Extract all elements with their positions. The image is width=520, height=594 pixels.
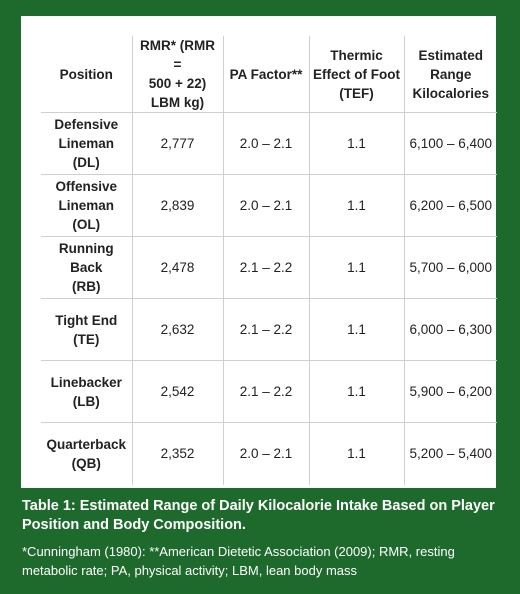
position-line: Linebacker: [50, 374, 122, 390]
header-line: (TEF): [339, 85, 374, 101]
range-cell: 5,900 – 6,200: [404, 361, 497, 423]
position-line: (RB): [72, 279, 101, 294]
pa-factor-cell: 2.0 – 2.1: [223, 113, 309, 175]
caption-footnote: *Cunningham (1980): **American Dietetic Association (2009); RMR, resting metabolic rate; PA, physical activity; LBM, lean body mass: [22, 544, 455, 578]
tef-cell: 1.1: [309, 423, 404, 485]
table-row: [41, 113, 497, 175]
header-line: RMR* (RMR =: [140, 38, 215, 72]
pa-factor-cell: 2.1 – 2.2: [223, 237, 309, 299]
position-line: Running: [58, 241, 114, 256]
position-line: (TE): [73, 331, 100, 347]
tef-cell: 1.1: [309, 113, 404, 175]
table-row: [41, 299, 497, 361]
header-pa-factor: [223, 36, 309, 113]
pa-factor-cell: 2.0 – 2.1: [223, 175, 309, 237]
table-panel: [21, 16, 496, 488]
pa-factor-cell: 2.1 – 2.2: [223, 299, 309, 361]
position-line: (DL): [72, 155, 100, 170]
header-line: Kilocalories: [412, 85, 490, 101]
position-cell: [41, 361, 132, 423]
header-line: Range: [430, 66, 472, 82]
tef-cell: 1.1: [309, 361, 404, 423]
position-cell: [41, 175, 132, 237]
range-cell: 5,700 – 6,000: [404, 237, 497, 299]
position-cell: [41, 237, 132, 299]
range-cell: 6,000 – 6,300: [404, 299, 497, 361]
header-line: Effect of Foot: [313, 66, 400, 82]
position-line: (OL): [72, 217, 101, 232]
table-row: [41, 175, 497, 237]
position-cell: [41, 299, 132, 361]
header-line: Position: [59, 66, 113, 82]
header-rmr: [132, 36, 223, 113]
position-line: Defensive: [54, 117, 119, 132]
rmr-cell: 2,777: [132, 113, 223, 175]
pa-factor-cell: 2.1 – 2.2: [223, 361, 309, 423]
table-caption: [22, 497, 502, 580]
tef-cell: 1.1: [309, 237, 404, 299]
header-line: 500 + 22): [148, 76, 207, 91]
header-line: LBM kg): [150, 95, 205, 110]
pa-factor-cell: 2.0 – 2.1: [223, 423, 309, 485]
header-line: PA Factor**: [229, 66, 303, 82]
tef-cell: 1.1: [309, 175, 404, 237]
table-header-row: [41, 36, 497, 113]
rmr-cell: 2,839: [132, 175, 223, 237]
rmr-cell: 2,632: [132, 299, 223, 361]
range-cell: 5,200 – 5,400: [404, 423, 497, 485]
position-line: Lineman: [58, 136, 114, 151]
position-cell: [41, 113, 132, 175]
rmr-cell: 2,478: [132, 237, 223, 299]
header-range: [404, 36, 497, 113]
position-line: (QB): [71, 455, 101, 471]
kilocalorie-table: [41, 36, 497, 485]
rmr-cell: 2,352: [132, 423, 223, 485]
header-tef: [309, 36, 404, 113]
position-line: Offensive: [55, 179, 118, 194]
tef-cell: 1.1: [309, 299, 404, 361]
position-cell: [41, 423, 132, 485]
position-line: Quarterback: [46, 436, 127, 452]
header-line: Estimated: [418, 47, 484, 63]
table-row: [41, 423, 497, 485]
position-line: Back: [70, 260, 103, 275]
range-cell: 6,200 – 6,500: [404, 175, 497, 237]
table-row: [41, 361, 497, 423]
header-line: Thermic: [330, 47, 383, 63]
table-row: [41, 237, 497, 299]
position-line: (LB): [72, 393, 100, 409]
caption-title: Table 1: Estimated Range of Daily Kilocalorie Intake Based on Player Position and Body Composition.: [22, 498, 495, 533]
position-line: Lineman: [58, 198, 114, 213]
position-line: Tight End: [55, 312, 118, 328]
range-cell: 6,100 – 6,400: [404, 113, 497, 175]
rmr-cell: 2,542: [132, 361, 223, 423]
header-position: [41, 36, 132, 113]
